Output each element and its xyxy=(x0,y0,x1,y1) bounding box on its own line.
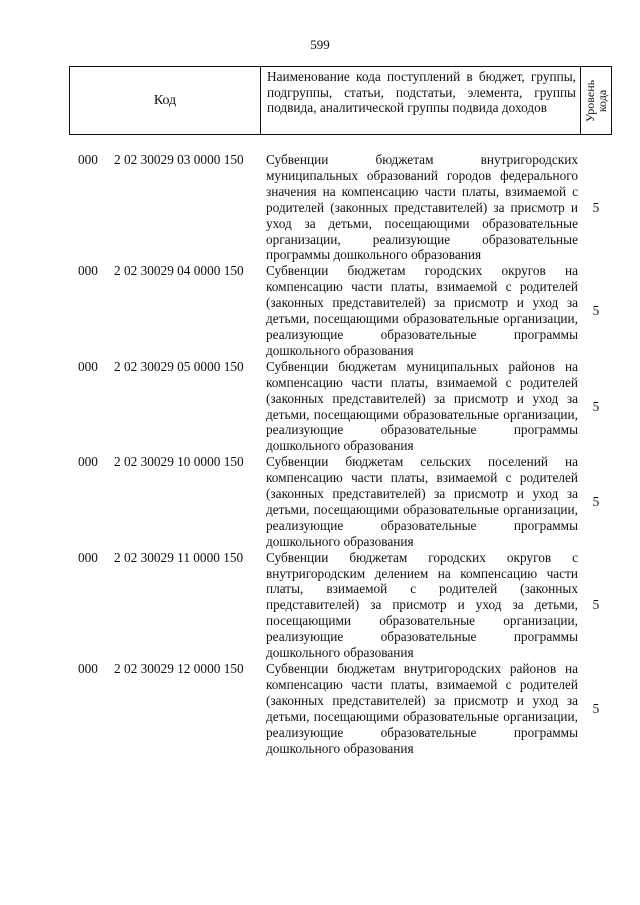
row-prefix: 000 xyxy=(78,358,98,374)
table-row xyxy=(0,263,640,358)
row-name: Субвенции бюджетам внутригородских районов на компенсацию части платы, взимаемой с родителей (законных представителей) за присмотр и уход за детьми, посещающими образовательные организации, реализующие образовательные программы дошкольного образования xyxy=(266,661,578,756)
table-row xyxy=(0,152,640,263)
row-prefix: 000 xyxy=(78,263,98,279)
row-code: 2 02 30029 10 0000 150 xyxy=(114,454,244,470)
row-name: Субвенции бюджетам муниципальных районов на компенсацию части платы, взимаемой с родителей (законных представителей) за присмотр и уход за детьми, посещающими образовательные организации, реализующие образовательные программы дошкольного образования xyxy=(266,358,578,454)
row-prefix: 000 xyxy=(78,661,98,676)
row-level: 5 xyxy=(592,493,600,509)
row-prefix: 000 xyxy=(78,549,98,565)
table-row xyxy=(0,359,640,454)
header-level: Уровень кода xyxy=(583,79,609,122)
page-number: 599 xyxy=(310,37,330,52)
row-code: 2 02 30029 11 0000 150 xyxy=(114,549,244,565)
row-level: 5 xyxy=(592,199,600,215)
row-name: Субвенции бюджетам внутригородских муниципальных образований городов федерального значения на компенсацию части платы, взимаемой с родителей (законных представителей) за присмотр и уход за детьми, посещающими образовательные организации, реализующие образовательные программы дошкольного образования xyxy=(266,152,578,263)
row-level: 5 xyxy=(592,303,600,319)
table-header xyxy=(69,66,612,135)
row-prefix: 000 xyxy=(78,454,98,470)
row-code: 2 02 30029 04 0000 150 xyxy=(114,263,244,279)
row-name: Субвенции бюджетам городских округов на компенсацию части платы, взимаемой с родителей (законных представителей) за присмотр и уход за детьми, посещающими образовательные организации, реализующие образовательные программы дошкольного образования xyxy=(266,263,578,358)
row-code: 2 02 30029 05 0000 150 xyxy=(114,358,244,374)
row-name: Субвенции бюджетам городских округов с внутригородским делением на компенсацию части платы, взимаемой с родителей (законных представителей) за присмотр и уход за детьми, посещающими образовательные организации, реализующие образовательные программы дошкольного образования xyxy=(266,549,578,661)
table-row xyxy=(0,550,640,661)
table-body xyxy=(0,152,640,756)
header-level-cell xyxy=(581,67,611,134)
row-prefix: 000 xyxy=(78,152,98,167)
row-code: 2 02 30029 03 0000 150 xyxy=(114,152,244,167)
table-row xyxy=(0,661,640,756)
row-name: Субвенции бюджетам сельских поселений на компенсацию части платы, взимаемой с родителей (законных представителей) за присмотр и уход за детьми, посещающими образовательные организации, реализующие образовательные программы дошкольного образования xyxy=(266,454,578,549)
header-code: Код xyxy=(70,67,261,134)
header-name: Наименование кода поступлений в бюджет, группы, подгруппы, статьи, подстатьи, элемента, группы подвида, аналитической группы подвида доходов xyxy=(261,67,581,134)
row-level: 5 xyxy=(592,398,600,414)
row-code: 2 02 30029 12 0000 150 xyxy=(114,661,244,676)
table-row xyxy=(0,454,640,549)
row-level: 5 xyxy=(592,597,600,613)
row-level: 5 xyxy=(592,700,600,716)
